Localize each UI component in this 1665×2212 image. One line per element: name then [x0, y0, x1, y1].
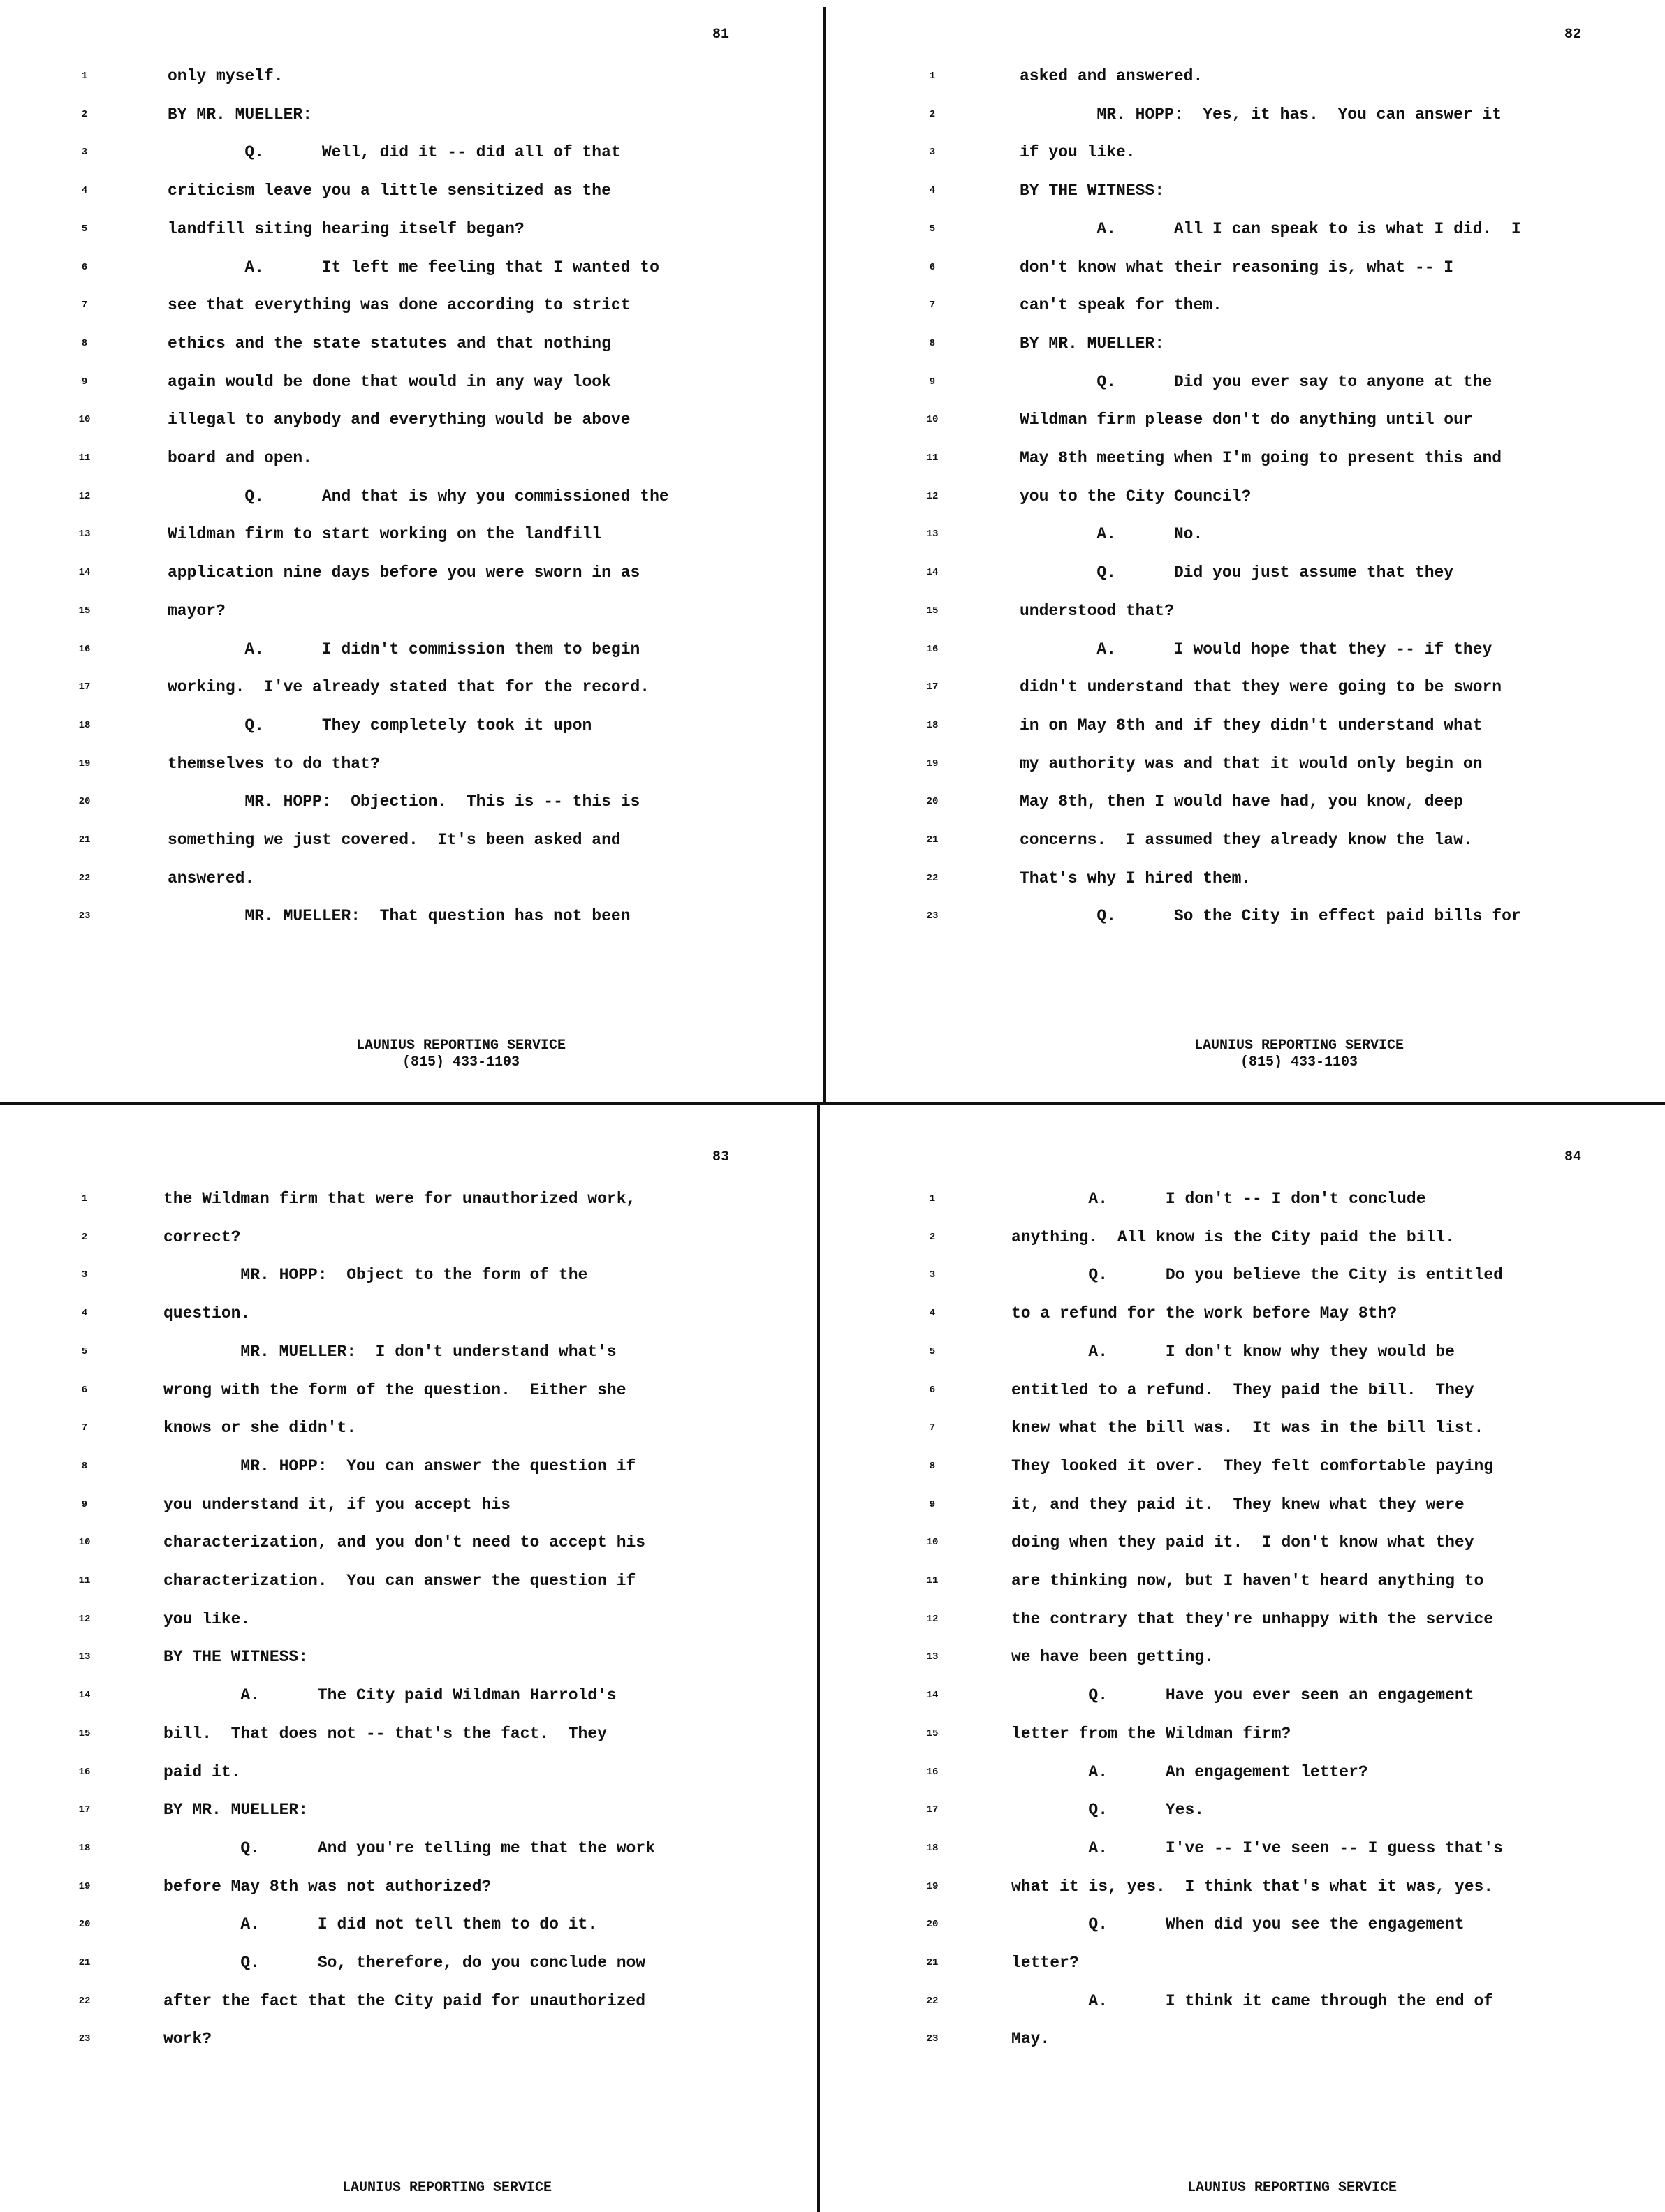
transcript-line: BY THE WITNESS: — [163, 1648, 309, 1667]
transcript-line: the contrary that they're unhappy with the service — [1011, 1609, 1494, 1628]
transcript-line: question. — [163, 1304, 251, 1323]
line-number: 9 — [929, 1498, 936, 1510]
line-number: 14 — [926, 567, 939, 579]
transcript-line: They looked it over. They felt comfortable paying — [1011, 1457, 1494, 1475]
transcript-line: BY MR. MUELLER: — [1020, 334, 1165, 353]
transcript-line: MR. MUELLER: That question has not been — [168, 907, 631, 926]
transcript-line: That's why I hired them. — [1020, 869, 1252, 887]
transcript-line: BY MR. MUELLER: — [168, 105, 313, 124]
line-number: 6 — [929, 261, 936, 273]
line-number: 11 — [926, 1575, 939, 1586]
line-number: 13 — [926, 1651, 939, 1663]
line-number: 21 — [926, 1957, 939, 1968]
transcript-line: A. It left me feeling that I wanted to — [168, 258, 659, 276]
transcript-line: BY THE WITNESS: — [1020, 182, 1165, 200]
line-number: 14 — [78, 1690, 91, 1702]
transcript-line: ethics and the state statutes and that nothing — [168, 334, 611, 353]
line-number: 8 — [929, 1460, 936, 1472]
line-number: 21 — [926, 834, 939, 846]
transcript-line: correct? — [163, 1227, 241, 1246]
transcript-line: Q. So, therefore, do you conclude now — [163, 1954, 646, 1972]
transcript-line: Q. And that is why you commissioned the — [168, 487, 669, 506]
line-number: 18 — [78, 1842, 91, 1854]
line-number: 11 — [926, 452, 939, 464]
line-number: 7 — [81, 1422, 88, 1434]
line-number: 16 — [926, 643, 939, 655]
vertical-divider-top — [823, 7, 826, 1102]
line-number: 21 — [78, 834, 91, 846]
transcript-line: Q. So the City in effect paid bills for — [1020, 907, 1521, 926]
transcript-line: what it is, yes. I think that's what it was, yes. — [1011, 1877, 1494, 1896]
reporter-name: LAUNIUS REPORTING SERVICE — [355, 1038, 566, 1054]
transcript-line: characterization. You can answer the question if — [163, 1572, 636, 1590]
horizontal-divider — [0, 1102, 1665, 1105]
reporter-name: LAUNIUS REPORTING SERVICE — [1194, 1038, 1404, 1054]
page-number: 83 — [712, 1149, 730, 1165]
transcript-line: May 8th, then I would have had, you know, deep — [1020, 792, 1463, 811]
transcript-line: A. I did not tell them to do it. — [163, 1915, 598, 1934]
line-number: 9 — [81, 376, 88, 388]
transcript-line: working. I've already stated that for the record. — [168, 678, 650, 697]
transcript-line: you like. — [163, 1609, 251, 1628]
transcript-line: you to the City Council? — [1020, 487, 1252, 506]
transcript-line: May. — [1011, 2030, 1050, 2049]
transcript-line: see that everything was done according to strict — [168, 296, 631, 315]
transcript-line: Q. They completely took it upon — [168, 716, 592, 735]
transcript-line: MR. HOPP: You can answer the question if — [163, 1457, 636, 1475]
transcript-line: A. I would hope that they -- if they — [1020, 640, 1492, 658]
transcript-line: anything. All know is the City paid the bill. — [1011, 1227, 1455, 1246]
transcript-line: A. An engagement letter? — [1011, 1762, 1368, 1781]
line-number: 14 — [78, 567, 91, 579]
line-number: 18 — [926, 719, 939, 731]
transcript-line: letter? — [1011, 1954, 1079, 1972]
transcript-line: doing when they paid it. I don't know what they — [1011, 1533, 1474, 1552]
transcript-line: May 8th meeting when I'm going to present this and — [1020, 449, 1502, 467]
transcript-line: Q. When did you see the engagement — [1011, 1915, 1465, 1934]
line-number: 18 — [926, 1842, 939, 1854]
transcript-line: the Wildman firm that were for unauthorized work, — [163, 1190, 636, 1208]
line-number: 20 — [78, 796, 91, 808]
line-number: 1 — [81, 71, 88, 82]
line-number: 23 — [926, 910, 939, 922]
line-number: 10 — [926, 1537, 939, 1549]
line-number: 9 — [81, 1498, 88, 1510]
transcript-line: Q. Did you ever say to anyone at the — [1020, 372, 1492, 391]
transcript-line: understood that? — [1020, 601, 1174, 620]
line-number: 11 — [78, 452, 91, 464]
line-number: 17 — [926, 1804, 939, 1816]
transcript-line: are thinking now, but I haven't heard anything to — [1011, 1572, 1484, 1590]
transcript-line: characterization, and you don't need to accept his — [163, 1533, 646, 1552]
transcript-line: it, and they paid it. They knew what they were — [1011, 1495, 1465, 1514]
line-number: 5 — [929, 223, 936, 235]
line-number: 20 — [926, 796, 939, 808]
line-number: 12 — [78, 490, 91, 502]
line-number: 4 — [929, 185, 936, 197]
transcript-line: Q. Well, did it -- did all of that — [168, 143, 621, 162]
transcript-line: A. All I can speak to is what I did. I — [1020, 219, 1521, 238]
transcript-line: asked and answered. — [1020, 67, 1203, 85]
transcript-line: mayor? — [168, 601, 226, 620]
line-number: 7 — [81, 300, 88, 311]
line-number: 5 — [81, 223, 88, 235]
line-number: 4 — [929, 1308, 936, 1320]
line-number: 13 — [78, 529, 91, 540]
line-number: 13 — [78, 1651, 91, 1663]
transcript-line: paid it. — [163, 1762, 241, 1781]
transcript-line: Q. Have you ever seen an engagement — [1011, 1686, 1474, 1705]
line-number: 3 — [81, 1269, 88, 1281]
line-number: 22 — [78, 872, 91, 884]
line-number: 18 — [78, 719, 91, 731]
line-number: 20 — [926, 1919, 939, 1931]
transcript-line: after the fact that the City paid for unauthorized — [163, 1991, 646, 2010]
transcript-line: MR. MUELLER: I don't understand what's — [163, 1342, 617, 1361]
line-number: 8 — [81, 337, 88, 349]
line-number: 8 — [929, 337, 936, 349]
transcript-line: my authority was and that it would only begin on — [1020, 754, 1483, 773]
line-number: 4 — [81, 185, 88, 197]
transcript-line: can't speak for them. — [1020, 296, 1222, 315]
line-number: 19 — [78, 758, 91, 769]
transcript-line: criticism leave you a little sensitized as the — [168, 182, 611, 200]
transcript-line: if you like. — [1020, 143, 1136, 162]
line-number: 1 — [929, 1193, 936, 1204]
transcript-line: work? — [163, 2030, 212, 2049]
transcript-line: Wildman firm please don't do anything until our — [1020, 411, 1473, 429]
transcript-line: didn't understand that they were going to be sworn — [1020, 678, 1502, 697]
transcript-line: BY MR. MUELLER: — [163, 1801, 309, 1820]
line-number: 2 — [81, 1231, 88, 1243]
transcript-line: Q. And you're telling me that the work — [163, 1838, 655, 1857]
line-number: 15 — [78, 605, 91, 617]
line-number: 5 — [929, 1345, 936, 1357]
line-number: 20 — [78, 1919, 91, 1931]
page-number: 82 — [1564, 27, 1582, 43]
line-number: 1 — [81, 1193, 88, 1204]
transcript-line: in on May 8th and if they didn't understand what — [1020, 716, 1483, 735]
line-number: 5 — [81, 1345, 88, 1357]
line-number: 22 — [926, 872, 939, 884]
line-number: 14 — [926, 1690, 939, 1702]
line-number: 19 — [926, 758, 939, 769]
transcript-line: Wildman firm to start working on the landfill — [168, 525, 602, 544]
line-number: 23 — [78, 910, 91, 922]
line-number: 23 — [926, 2033, 939, 2045]
line-number: 17 — [78, 681, 91, 693]
transcript-line: Q. Do you believe the City is entitled — [1011, 1266, 1503, 1285]
line-number: 15 — [78, 1727, 91, 1739]
line-number: 15 — [926, 1727, 939, 1739]
transcript-line: A. I don't know why they would be — [1011, 1342, 1455, 1361]
line-number: 19 — [78, 1880, 91, 1892]
line-number: 10 — [926, 414, 939, 426]
line-number: 3 — [81, 147, 88, 158]
line-number: 7 — [929, 1422, 936, 1434]
line-number: 3 — [929, 1269, 936, 1281]
transcript-line: illegal to anybody and everything would be above — [168, 411, 631, 429]
transcript-line: concerns. I assumed they already know the law. — [1020, 831, 1473, 849]
transcript-line: something we just covered. It's been asked and — [168, 831, 621, 849]
transcript-line: again would be done that would in any way look — [168, 372, 611, 391]
transcript-line: entitled to a refund. They paid the bill. They — [1011, 1380, 1474, 1399]
transcript-line: MR. HOPP: Objection. This is -- this is — [168, 792, 640, 811]
reporter-phone: (815) 433-1103 — [1240, 1054, 1358, 1070]
transcript-line: don't know what their reasoning is, what -- I — [1020, 258, 1454, 276]
line-number: 10 — [78, 414, 91, 426]
transcript-line: you understand it, if you accept his — [163, 1495, 511, 1514]
transcript-line: A. I think it came through the end of — [1011, 1991, 1494, 2010]
line-number: 11 — [78, 1575, 91, 1586]
transcript-line: bill. That does not -- that's the fact. They — [163, 1724, 607, 1743]
line-number: 13 — [926, 529, 939, 540]
line-number: 6 — [81, 1384, 88, 1396]
line-number: 15 — [926, 605, 939, 617]
line-number: 1 — [929, 71, 936, 82]
transcript-line: MR. HOPP: Object to the form of the — [163, 1266, 588, 1285]
transcript-line: before May 8th was not authorized? — [163, 1877, 492, 1896]
line-number: 2 — [81, 108, 88, 120]
line-number: 12 — [78, 1613, 91, 1625]
transcript-line: answered. — [168, 869, 255, 887]
transcript-line: knew what the bill was. It was in the bill list. — [1011, 1419, 1484, 1438]
transcript-line: MR. HOPP: Yes, it has. You can answer it — [1020, 105, 1502, 124]
transcript-line: to a refund for the work before May 8th? — [1011, 1304, 1398, 1323]
line-number: 12 — [926, 490, 939, 502]
line-number: 3 — [929, 147, 936, 158]
transcript-line: Q. Yes. — [1011, 1801, 1205, 1820]
line-number: 8 — [81, 1460, 88, 1472]
transcript-line: A. I didn't commission them to begin — [168, 640, 640, 658]
line-number: 16 — [78, 1766, 91, 1778]
line-number: 9 — [929, 376, 936, 388]
line-number: 2 — [929, 108, 936, 120]
transcript-line: A. I don't -- I don't conclude — [1011, 1190, 1426, 1208]
line-number: 16 — [926, 1766, 939, 1778]
page-number: 81 — [712, 27, 730, 43]
vertical-divider-bottom — [817, 1105, 820, 2212]
line-number: 21 — [78, 1957, 91, 1968]
reporter-name: LAUNIUS REPORTING SERVICE — [1187, 2180, 1398, 2196]
transcript-line: A. No. — [1020, 525, 1203, 544]
transcript-line: we have been getting. — [1011, 1648, 1214, 1667]
line-number: 17 — [926, 681, 939, 693]
line-number: 22 — [926, 1995, 939, 2007]
transcript-line: only myself. — [168, 67, 284, 85]
transcript-line: letter from the Wildman firm? — [1011, 1724, 1291, 1743]
transcript-line: themselves to do that? — [168, 754, 380, 773]
line-number: 10 — [78, 1537, 91, 1549]
transcript-line: landfill siting hearing itself began? — [168, 219, 525, 238]
line-number: 6 — [929, 1384, 936, 1396]
line-number: 4 — [81, 1308, 88, 1320]
reporter-phone: (815) 433-1103 — [402, 1054, 520, 1070]
line-number: 17 — [78, 1804, 91, 1816]
transcript-line: A. I've -- I've seen -- I guess that's — [1011, 1838, 1503, 1857]
transcript-line: knows or she didn't. — [163, 1419, 357, 1438]
line-number: 6 — [81, 261, 88, 273]
transcript-line: Q. Did you just assume that they — [1020, 563, 1454, 582]
line-number: 22 — [78, 1995, 91, 2007]
line-number: 2 — [929, 1231, 936, 1243]
transcript-line: application nine days before you were sworn in as — [168, 563, 640, 582]
reporter-name: LAUNIUS REPORTING SERVICE — [342, 2180, 552, 2196]
line-number: 12 — [926, 1613, 939, 1625]
transcript-line: A. The City paid Wildman Harrold's — [163, 1686, 617, 1705]
transcript-line: wrong with the form of the question. Either she — [163, 1380, 626, 1399]
line-number: 16 — [78, 643, 91, 655]
page-number: 84 — [1564, 1149, 1582, 1165]
line-number: 7 — [929, 300, 936, 311]
line-number: 19 — [926, 1880, 939, 1892]
line-number: 23 — [78, 2033, 91, 2045]
transcript-line: board and open. — [168, 449, 313, 467]
